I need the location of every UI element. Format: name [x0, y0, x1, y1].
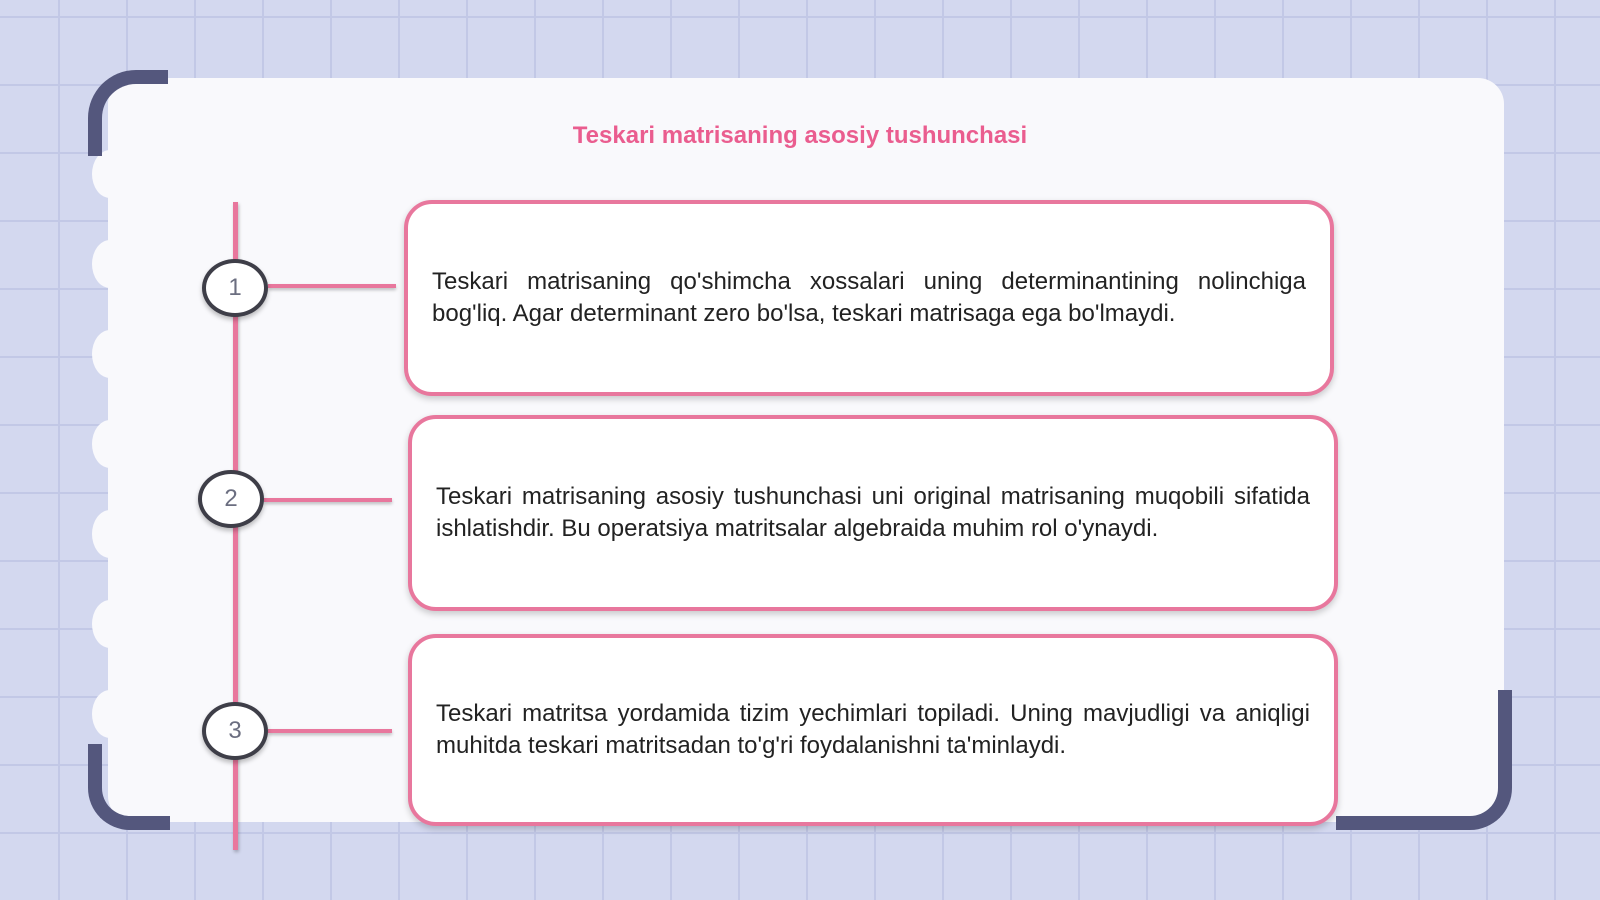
paper-notch: [92, 600, 128, 648]
corner-bracket-bottom-right: [1336, 690, 1512, 830]
slide-title: Teskari matrisaning asosiy tushunchasi: [572, 122, 1028, 149]
step-card-1: [404, 200, 1334, 396]
timeline-connector: [268, 284, 396, 288]
step-card-3: [408, 634, 1338, 826]
step-number-circle: 3: [202, 702, 268, 760]
step-number-circle: 2: [198, 470, 264, 528]
timeline-connector: [268, 729, 392, 733]
paper-notch: [92, 240, 128, 288]
corner-bracket-top-left: [88, 70, 168, 156]
timeline-connector: [264, 498, 392, 502]
paper-notch: [92, 420, 128, 468]
paper-notch: [92, 330, 128, 378]
step-text: Teskari matrisaning asosiy tushunchasi uni original matrisaning muqobili sifatida ishlatishdir. Bu operatsiya matritsalar algebraida muhim rol o'ynaydi.: [436, 483, 1310, 542]
corner-bracket-bottom-left: [88, 744, 170, 830]
step-number-circle: 1: [202, 259, 268, 317]
step-card-2: [408, 415, 1338, 611]
paper-notch: [92, 510, 128, 558]
paper-notch: [92, 690, 128, 738]
step-text: Teskari matritsa yordamida tizim yechimlari topiladi. Uning mavjudligi va aniqligi muhitda teskari matritsadan to'g'ri foydalanishni ta'minlaydi.: [436, 700, 1310, 759]
step-text: Teskari matrisaning qo'shimcha xossalari uning determinantining nolinchiga bog'liq. Agar determinant zero bo'lsa, teskari matrisaga ega bo'lmaydi.: [432, 268, 1306, 327]
paper-notch: [92, 150, 128, 198]
